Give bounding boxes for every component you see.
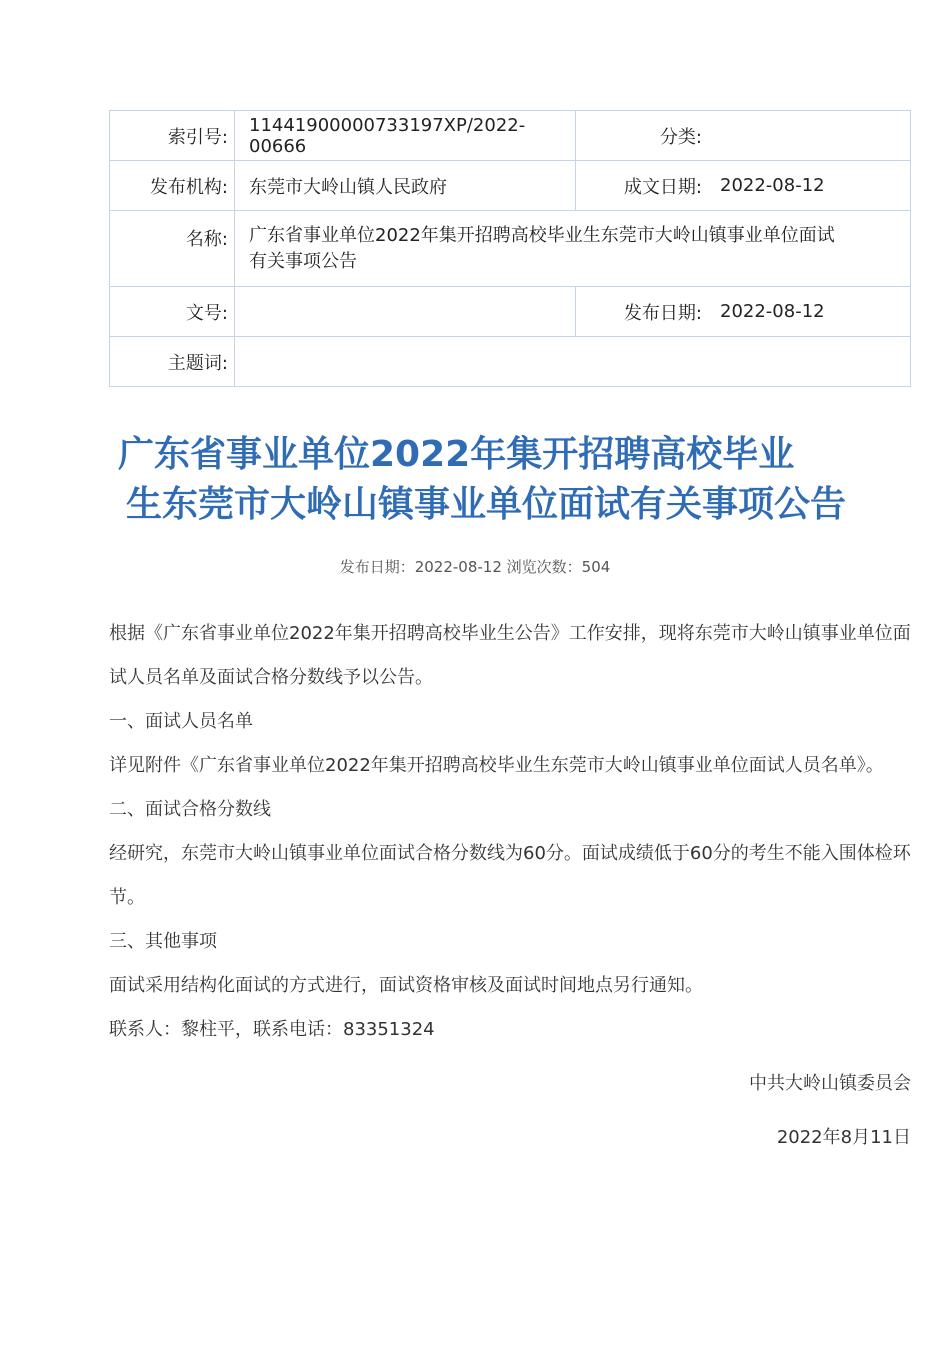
pub-date-value: 2022-08-12 — [708, 287, 911, 337]
section-heading-2: 二、面试合格分数线 — [109, 799, 271, 820]
keywords-value — [235, 337, 911, 387]
keywords-label: 主题词: — [110, 337, 235, 387]
meta-row-publisher — [110, 161, 911, 211]
signature-org: 中共大岭山镇委员会 — [749, 1073, 911, 1094]
publish-info: 发布日期：2022-08-12 浏览次数：504 — [339, 558, 611, 576]
doc-date-label: 成文日期: — [576, 161, 709, 211]
doc-no-value — [235, 287, 576, 337]
meta-row-doc-no — [110, 287, 911, 337]
doc-no-label: 文号: — [110, 287, 235, 337]
category-value — [708, 111, 911, 161]
section-heading-3: 三、其他事项 — [109, 931, 217, 952]
paragraph-passing-score: 经研究，东莞市大岭山镇事业单位面试合格分数线为60分。面试成绩低于60分的考生不能入围体检环节。 — [109, 843, 911, 908]
paragraph-other-matters: 面试采用结构化面试的方式进行，面试资格审核及面试时间地点另行通知。 — [109, 975, 703, 996]
meta-row-name — [110, 211, 911, 287]
index-value: 11441900000733197XP/2022-00666 — [235, 111, 576, 161]
meta-row-keywords — [110, 337, 911, 387]
category-label: 分类: — [576, 111, 709, 161]
signature-date: 2022年8月11日 — [776, 1127, 911, 1148]
name-value: 广东省事业单位2022年集开招聘高校毕业生东莞市大岭山镇事业单位面试有关事项公告 — [235, 211, 911, 287]
paragraph-intro: 根据《广东省事业单位2022年集开招聘高校毕业生公告》工作安排，现将东莞市大岭山镇事业单位面试人员名单及面试合格分数线予以公告。 — [109, 623, 911, 688]
publisher-value: 东莞市大岭山镇人民政府 — [235, 161, 576, 211]
document-metadata-table — [109, 110, 911, 387]
article-title — [100, 430, 900, 530]
doc-date-value: 2022-08-12 — [708, 161, 911, 211]
article-title-line-2: 生东莞市大岭山镇事业单位面试有关事项公告 — [126, 484, 847, 525]
index-label: 索引号: — [110, 111, 235, 161]
section-heading-1: 一、面试人员名单 — [109, 711, 253, 732]
paragraph-attachment: 详见附件《广东省事业单位2022年集开招聘高校毕业生东莞市大岭山镇事业单位面试人员名单》。 — [109, 755, 884, 776]
article-body — [109, 612, 911, 1160]
name-label: 名称: — [110, 211, 235, 287]
paragraph-contact: 联系人：黎柱平，联系电话：83351324 — [109, 1019, 435, 1040]
publisher-label: 发布机构: — [110, 161, 235, 211]
meta-row-index — [110, 111, 911, 161]
pub-date-label: 发布日期: — [576, 287, 709, 337]
article-title-line-1: 广东省事业单位2022年集开招聘高校毕业 — [118, 434, 795, 475]
